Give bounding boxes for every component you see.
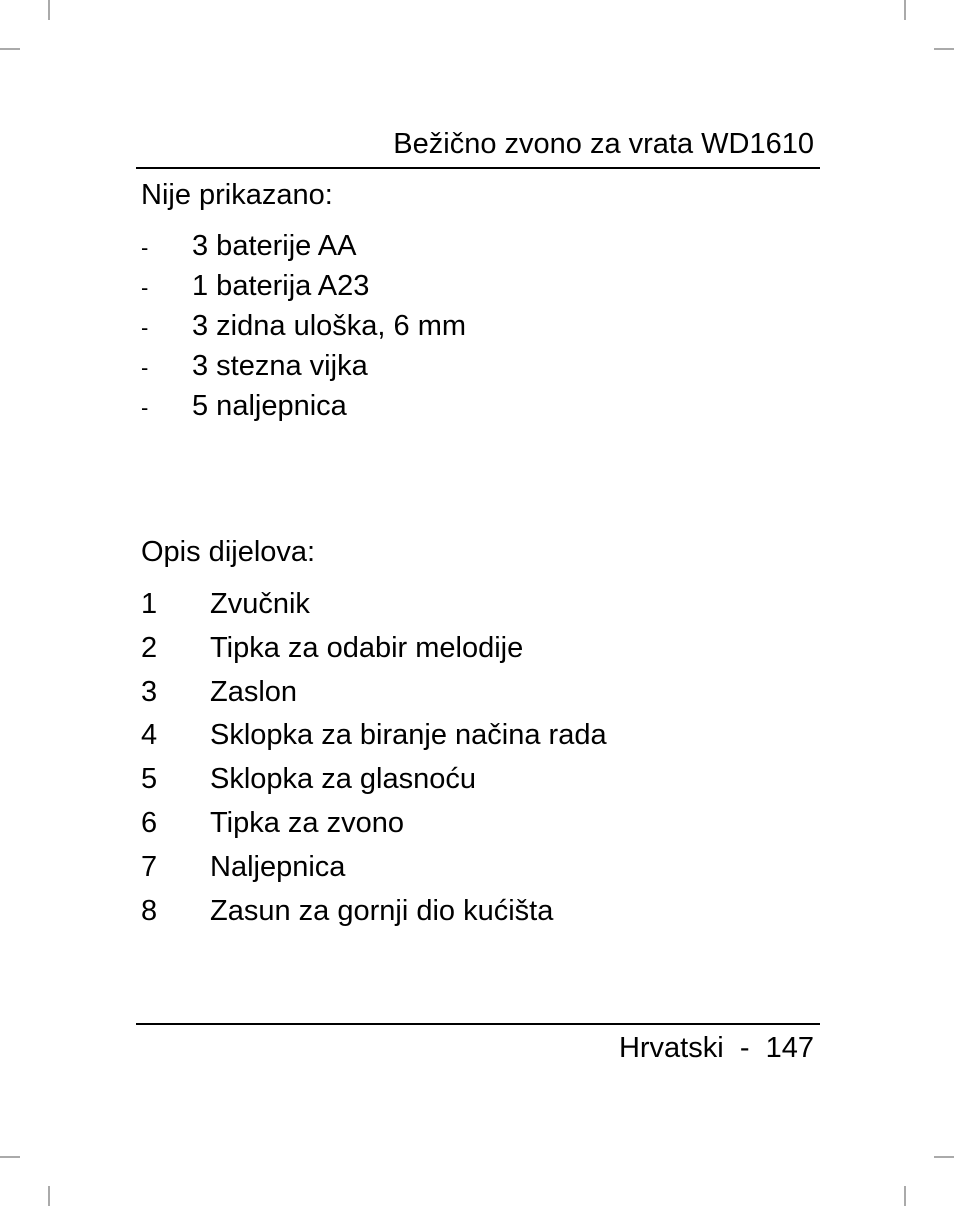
part-label: Zvučnik (210, 588, 310, 620)
part-number: 5 (141, 763, 158, 796)
list-item-text: 3 zidna uloška, 6 mm (192, 310, 467, 342)
part-label: Naljepnica (210, 850, 346, 883)
part-label: Zaslon (210, 675, 298, 708)
not-shown-heading: Nije prikazano: (141, 179, 333, 211)
footer-language: Hrvatski (618, 1032, 724, 1064)
part-number: 6 (141, 806, 158, 839)
crop-mark-bottom-right-h (934, 1156, 954, 1158)
footer-separator: - (739, 1032, 750, 1064)
page-number: 147 (765, 1032, 814, 1064)
dash-bullet: - (141, 275, 149, 300)
parts-heading: Opis dijelova: (141, 536, 316, 568)
list-item-text: 5 naljepnica (192, 390, 347, 422)
page-footer (619, 1030, 814, 1066)
page-header-title: Bežično zvono za vrata WD1610 (393, 128, 814, 160)
part-number: 7 (141, 850, 158, 883)
part-label: Zasun za gornji dio kućišta (210, 894, 554, 927)
crop-mark-top-right (904, 0, 906, 20)
header-rule (136, 167, 820, 169)
list-item-text: 3 stezna vijka (192, 350, 368, 382)
part-number: 4 (141, 719, 158, 752)
part-label: Sklopka za glasnoću (210, 763, 476, 796)
crop-mark-bottom-left (48, 1186, 50, 1206)
crop-mark-bottom-right (904, 1186, 906, 1206)
crop-mark-top-left (48, 0, 50, 20)
part-number: 3 (141, 675, 158, 708)
crop-mark-top-right-h (934, 48, 954, 50)
list-item-text: 1 baterija A23 (192, 270, 370, 302)
dash-bullet: - (141, 315, 149, 340)
part-label: Sklopka za biranje načina rada (210, 719, 607, 752)
part-label: Tipka za odabir melodije (210, 631, 524, 664)
part-number: 8 (141, 894, 158, 927)
dash-bullet: - (141, 395, 149, 420)
crop-mark-bottom-left-h (0, 1156, 20, 1158)
footer-rule (136, 1023, 820, 1025)
dash-bullet: - (141, 355, 149, 380)
crop-mark-top-left-h (0, 48, 20, 50)
dash-bullet: - (141, 235, 149, 260)
part-number: 2 (141, 631, 158, 664)
part-number: 1 (141, 588, 158, 620)
part-label: Tipka za zvono (210, 806, 404, 839)
list-item-text: 3 baterije AA (192, 230, 357, 262)
